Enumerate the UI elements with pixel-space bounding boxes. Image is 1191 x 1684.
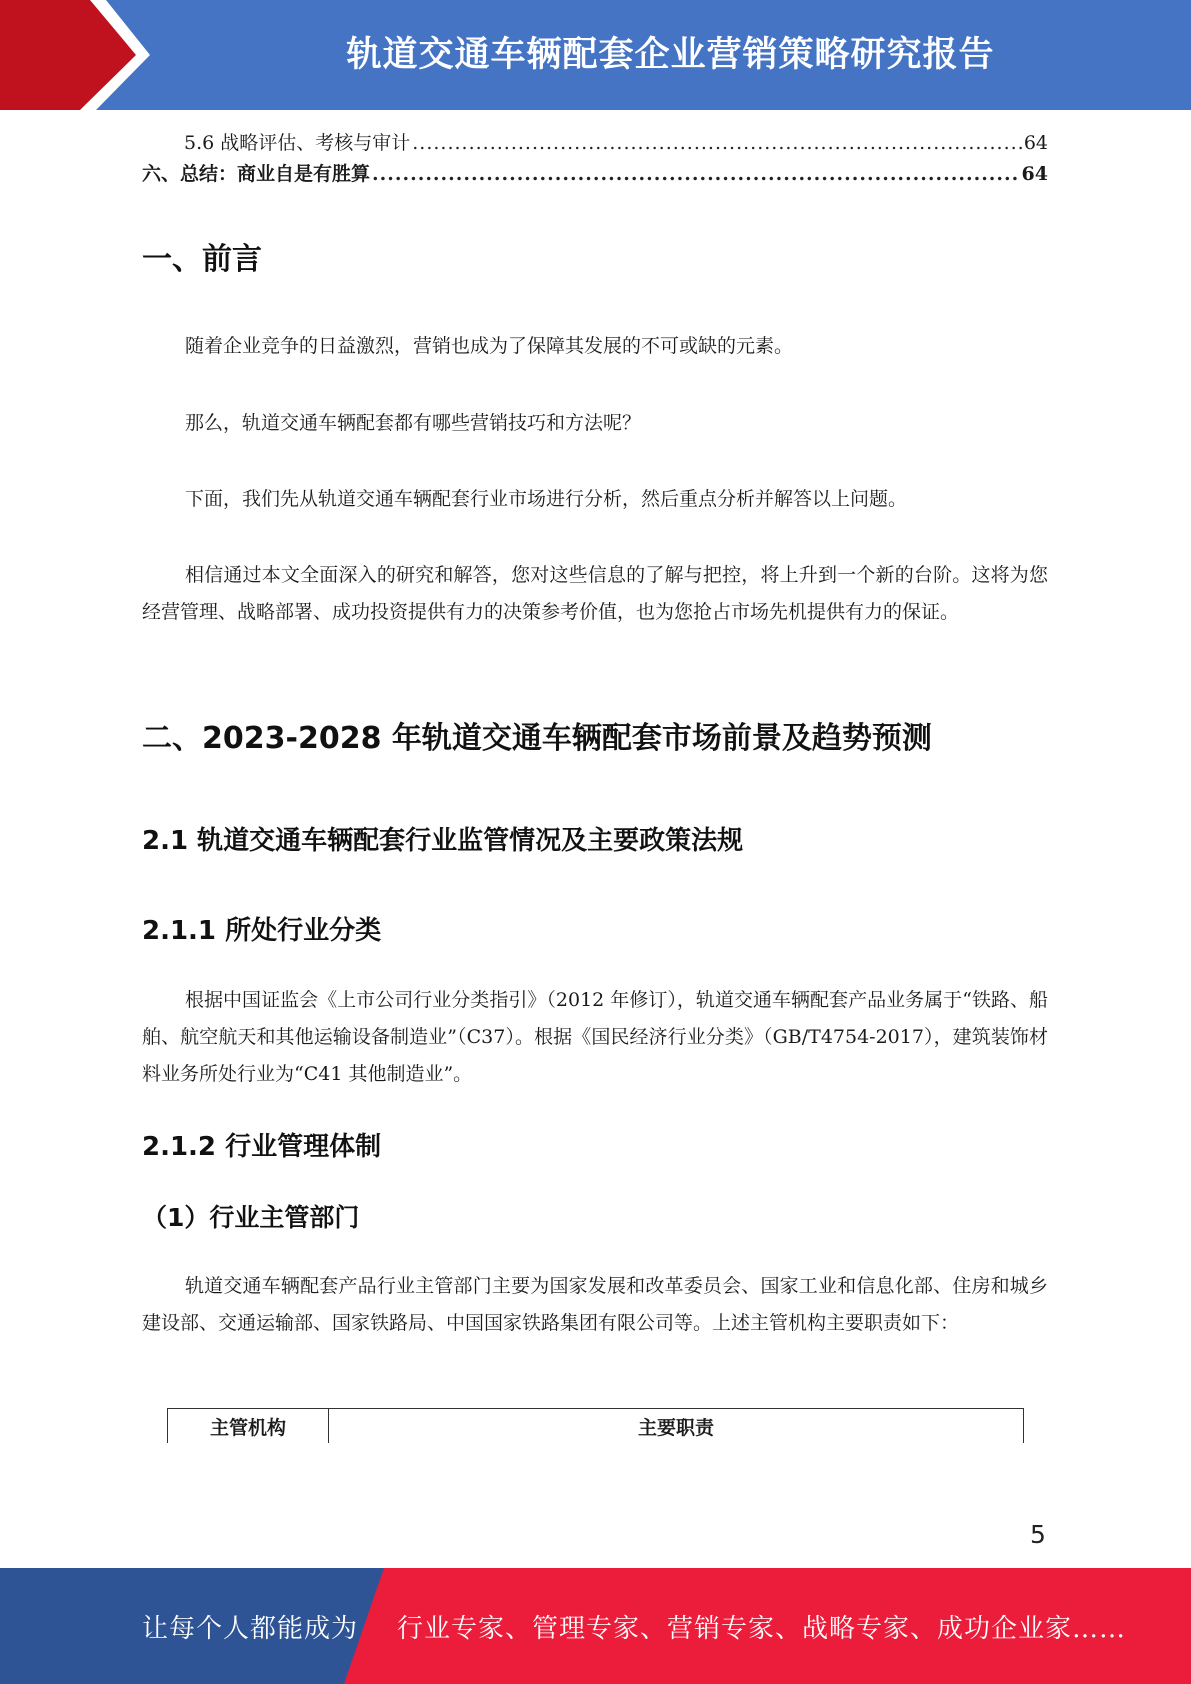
table-header-row [168,1409,1024,1444]
paragraph: 根据中国证监会《上市公司行业分类指引》（2012 年修订），轨道交通车辆配套产品业务属于“铁路、船舶、航空航天和其他运输设备制造业”（C37）。根据《国民经济行业分类》（GB/T4754-2017），建筑装饰材料业务所处行业为“C41 其他制造业”。 [142,989,1048,1085]
paragraph: 相信通过本文全面深入的研究和解答，您对这些信息的了解与把控，将上升到一个新的台阶。这将为您经营管理、战略部署、成功投资提供有力的决策参考价值，也为您抢占市场先机提供有力的保证。 [142,564,1048,623]
table-header-cell: 主要职责 [329,1409,1024,1444]
paragraph: 那么，轨道交通车辆配套都有哪些营销技巧和方法呢？ [185,412,642,434]
toc-entry[interactable] [142,130,1048,156]
section-heading-market-outlook: 二、2023-2028 年轨道交通车辆配套市场前景及趋势预测 [142,721,932,756]
authority-table [167,1408,1024,1443]
subsection-heading-authority: （1）行业主管部门 [142,1203,360,1232]
toc-entry-page: 64 [1021,163,1048,185]
page-number: 5 [1030,1520,1046,1549]
toc-leader-dots [412,130,1022,156]
subsection-heading-2-1: 2.1 轨道交通车辆配套行业监管情况及主要政策法规 [142,826,744,856]
report-title: 轨道交通车辆配套企业营销策略研究报告 [346,35,995,75]
toc-entry-text: 六、总结：商业自是有胜算 [142,163,371,185]
footer-slogan-right: 行业专家、管理专家、营销专家、战略专家、成功企业家…… [397,1613,1127,1644]
subsection-heading-2-1-2: 2.1.2 行业管理体制 [142,1132,382,1162]
paragraph: 下面，我们先从轨道交通车辆配套行业市场进行分析，然后重点分析并解答以上问题。 [185,488,908,510]
footer-banner [0,1568,1191,1684]
footer-slogan-left: 让每个人都能成为 [142,1613,359,1644]
table-header-cell: 主管机构 [168,1409,329,1444]
toc-entry[interactable] [142,161,1048,187]
header-chevron-graphic [0,0,160,110]
paragraph: 随着企业竞争的日益激烈，营销也成为了保障其发展的不可或缺的元素。 [185,335,794,357]
subsection-heading-2-1-1: 2.1.1 所处行业分类 [142,916,382,946]
section-heading-preface: 一、前言 [142,242,262,277]
toc-entry-page: 64 [1023,132,1048,154]
header-banner [0,0,1191,110]
toc-entry-text: 5.6 战略评估、考核与审计 [184,132,411,154]
paragraph: 轨道交通车辆配套产品行业主管部门主要为国家发展和改革委员会、国家工业和信息化部、住房和城乡建设部、交通运输部、国家铁路局、中国国家铁路集团有限公司等。上述主管机构主要职责如下： [142,1275,1048,1334]
toc-leader-dots [372,161,1020,187]
